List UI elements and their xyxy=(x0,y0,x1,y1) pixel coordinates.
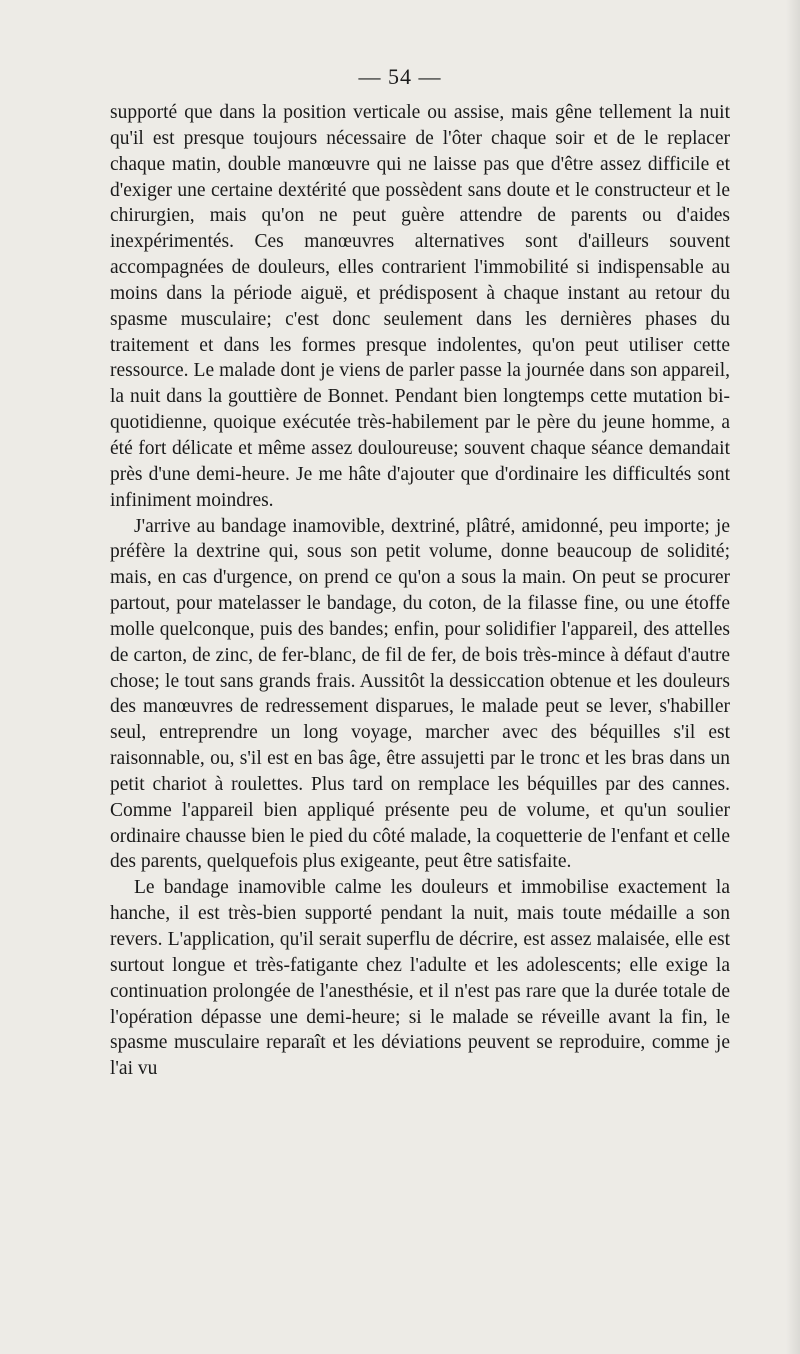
paragraph-2: J'arrive au bandage inamovible, dextriné, plâtré, amidonné, peu importe; je préfère la dextrine qui, sous son petit volume, donne beaucoup de solidité; mais, en cas d'urgence, on prend ce qu'on a sous la main. On peut se procurer partout, pour matelasser le bandage, du coton, de la filasse fine, ou une étoffe molle quelconque, puis des bandes; enfin, pour solidifier l'appareil, des attelles de carton, de zinc, de fer-blanc, de fil de fer, de bois très-mince à défaut d'autre chose; le tout sans grands frais. Aussitôt la dessiccation obtenue et les douleurs des manœuvres de redressement disparues, le malade peut se lever, s'habiller seul, entreprendre un long voyage, marcher avec des béquilles s'il est raisonnable, ou, s'il est en bas âge, être assujetti par le tronc et les bras dans un petit chariot à roulettes. Plus tard on remplace les béquilles par des cannes. Comme l'appareil bien appliqué présente peu de volume, et qu'un soulier ordinaire chausse bien le pied du côté malade, la coquetterie de l'enfant et celle des parents, quelquefois plus exigeante, peut être satisfaite. xyxy=(110,515,730,873)
page-number: — 54 — xyxy=(358,64,442,89)
page-edge-shadow xyxy=(786,0,800,1354)
paragraph-3: Le bandage inamovible calme les douleurs et immobilise exactement la hanche, il est très-bien supporté pendant la nuit, mais toute médaille a son revers. L'application, qu'il serait superflu de décrire, est assez malaisée, elle est surtout longue et très-fatigante chez l'adulte et les adolescents; elle exige la continuation prolongée de l'anesthésie, et il n'est pas rare que la durée totale de l'opération dépasse une demi-heure; si le malade se réveille avant la fin, le spasme musculaire reparaît et les déviations peuvent se reproduire, comme je l'ai vu xyxy=(110,877,730,1080)
paragraph-1: supporté que dans la position verticale ou assise, mais gêne tellement la nuit qu'il est presque toujours nécessaire de l'ôter chaque soir et de le replacer chaque matin, double manœuvre qui ne laisse pas que d'être assez difficile et d'exiger une certaine dextérité que possèdent sans doute et le constructeur et le chirurgien, mais qu'on ne peut guère attendre de parents ou d'aides inexpérimentés. Ces manœuvres alternatives sont d'ailleurs souvent accompagnées de douleurs, elles contrarient l'immobilité si indispensable au moins dans la période aiguë, et prédisposent à chaque instant au retour du spasme musculaire; c'est donc seulement dans les dernières phases du traitement et dans les formes presque indolentes, qu'on peut utiliser cette ressource. Le malade dont je viens de parler passe la journée dans son appareil, la nuit dans la gouttière de Bonnet. Pendant bien longtemps cette mutation bi-quotidienne, quoique exécutée très-habilement par le père du jeune homme, a été fort délicate et même assez douloureuse; souvent chaque séance demandait près d'une demi-heure. Je me hâte d'ajouter que d'ordinaire les difficultés sont infiniment moindres. xyxy=(110,102,730,511)
body-text xyxy=(110,100,730,1082)
